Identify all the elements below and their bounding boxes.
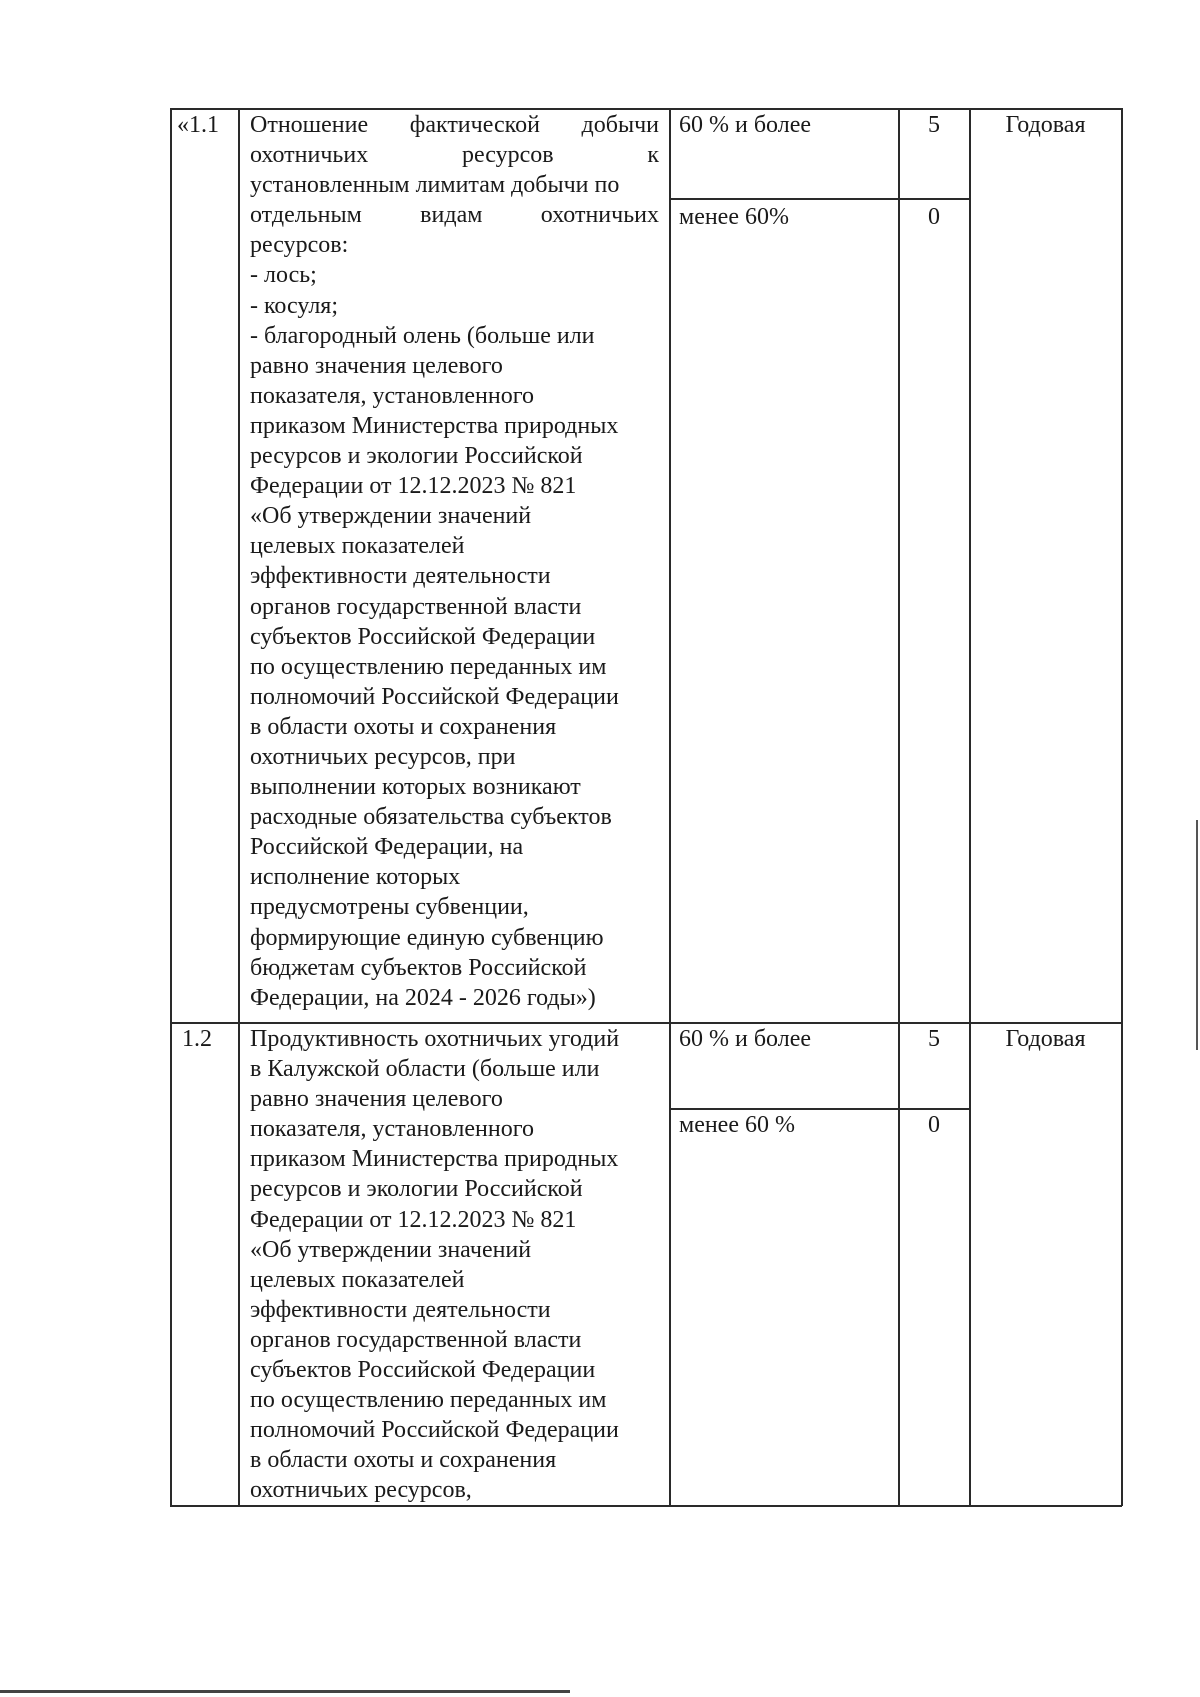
description-line: формирующие единую субвенцию [250, 924, 604, 951]
description-line: - лось; [250, 262, 317, 289]
description-line: равно значения целевого [250, 1086, 503, 1113]
indicator-description [250, 1024, 659, 1506]
period: Годовая [1005, 1026, 1086, 1052]
criterion-score: 0 [928, 204, 940, 230]
scan-bottom-line [0, 1690, 570, 1693]
description-line: Федерации от 12.12.2023 № 821 [250, 473, 577, 500]
table-border-right [1121, 108, 1123, 1506]
column-divider [898, 108, 900, 1506]
description-line: в области охоты и сохранения [250, 713, 557, 740]
description-line: по осуществлению переданных им [250, 653, 607, 680]
description-line: - косуля; [250, 292, 338, 319]
description-line: ресурсов и экологии Российской [250, 1176, 583, 1203]
description-line: субъектов Российской Федерации [250, 1357, 596, 1384]
description-line: отдельным видам охотничьих [250, 202, 659, 229]
period: Годовая [1005, 112, 1086, 138]
criterion-value: 60 % и более [679, 1026, 812, 1052]
description-line: по осуществлению переданных им [250, 1387, 607, 1414]
scan-edge-mark [1196, 820, 1198, 1050]
description-line: приказом Министерства природных [250, 1146, 619, 1173]
description-line: приказом Министерства природных [250, 412, 619, 439]
description-line: ресурсов и экологии Российской [250, 443, 583, 470]
table-border-left [170, 108, 172, 1506]
criterion-score: 5 [928, 112, 940, 138]
description-line: равно значения целевого [250, 352, 503, 379]
description-line: Федерации от 12.12.2023 № 821 [250, 1206, 577, 1233]
description-line: Российской Федерации, на [250, 834, 524, 861]
description-line: целевых показателей [250, 533, 465, 560]
criterion-value: менее 60 % [679, 1112, 795, 1138]
description-line: в области охоты и сохранения [250, 1447, 557, 1474]
description-line: «Об утверждении значений [250, 503, 532, 530]
description-line: субъектов Российской Федерации [250, 623, 596, 650]
criterion-value: менее 60% [679, 204, 789, 230]
description-line: выполнении которых возникают [250, 774, 581, 801]
description-line: ресурсов: [250, 232, 349, 259]
column-divider [669, 108, 671, 1506]
description-line: Продуктивность охотничьих угодий [250, 1026, 620, 1052]
description-line: охотничьих ресурсов, при [250, 743, 516, 770]
description-line: органов государственной власти [250, 593, 582, 620]
description-line: органов государственной власти [250, 1326, 582, 1353]
description-line: предусмотрены субвенции, [250, 894, 529, 921]
description-line: бюджетам субъектов Российской [250, 954, 587, 981]
description-line: эффективности деятельности [250, 563, 551, 590]
description-line: эффективности деятельности [250, 1296, 551, 1323]
criterion-value: 60 % и более [679, 112, 812, 138]
description-line: установленным лимитам добычи по [250, 172, 620, 199]
column-divider [969, 108, 971, 1506]
description-line: полномочий Российской Федерации [250, 683, 619, 710]
description-line: целевых показателей [250, 1266, 465, 1293]
description-line: показателя, установленного [250, 382, 534, 409]
description-line: Федерации, на 2024 - 2026 годы») [250, 984, 596, 1011]
criterion-score: 0 [928, 1112, 940, 1138]
row-number: «1.1 [177, 112, 219, 138]
description-line: охотничьих ресурсов к [250, 142, 659, 169]
row-number: 1.2 [182, 1026, 212, 1052]
description-line: исполнение которых [250, 864, 461, 891]
description-line: Отношение фактической добычи [250, 112, 659, 138]
description-line: охотничьих ресурсов, [250, 1477, 472, 1504]
description-line: полномочий Российской Федерации [250, 1417, 619, 1444]
column-divider [238, 108, 240, 1506]
description-line: «Об утверждении значений [250, 1236, 532, 1263]
criteria-divider [669, 198, 970, 200]
indicator-description [250, 110, 659, 1013]
description-line: в Калужской области (больше или [250, 1056, 600, 1083]
criterion-score: 5 [928, 1026, 940, 1052]
description-line: - благородный олень (больше или [250, 322, 595, 349]
description-line: расходные обязательства субъектов [250, 804, 612, 831]
description-line: показателя, установленного [250, 1116, 534, 1143]
